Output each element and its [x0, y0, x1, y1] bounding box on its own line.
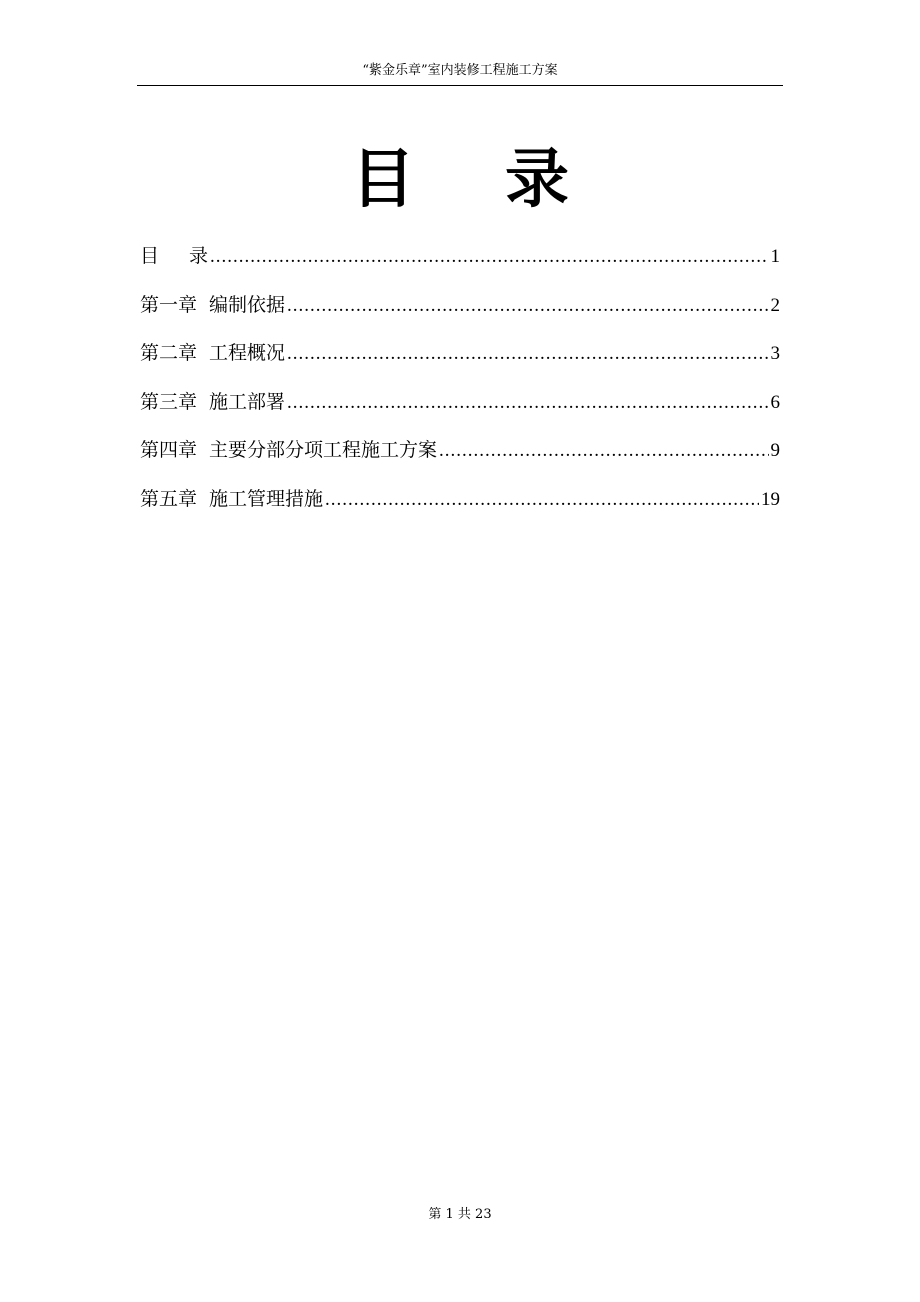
page-footer: 第 1 共 23 [428, 1207, 492, 1222]
toc-entry[interactable] [140, 383, 780, 432]
header-rule [137, 85, 783, 86]
toc-leader-dots [325, 481, 759, 519]
toc-entry[interactable] [140, 286, 780, 335]
toc-page-number: 1 [770, 246, 780, 267]
toc-chapter: 第五章 [140, 487, 198, 510]
toc-page-number: 19 [761, 488, 780, 510]
toc-chapter: 第三章 [140, 390, 198, 413]
toc-entry[interactable] [140, 431, 780, 480]
toc-chapter: 第四章 [140, 439, 198, 461]
toc-leader-dots [210, 238, 768, 276]
page-header: “紫金乐章”室内装修工程施工方案 [362, 63, 558, 78]
toc-chapter: 目 [140, 245, 160, 267]
toc-title-left: 目 [351, 142, 415, 217]
toc-label: 施工部署 [209, 390, 286, 413]
toc-page-number: 3 [770, 343, 780, 364]
toc-chapter: 第二章 [140, 342, 198, 364]
toc-entry[interactable] [140, 334, 780, 383]
toc-page-number: 2 [770, 294, 780, 316]
toc-page-number: 6 [770, 391, 780, 413]
toc-entry[interactable] [140, 480, 780, 529]
toc-label: 施工管理措施 [209, 487, 324, 510]
toc-label: 主要分部分项工程施工方案 [209, 439, 438, 461]
toc-leader-dots [287, 287, 768, 325]
toc-leader-dots [287, 384, 768, 422]
toc-label: 录 [189, 245, 209, 267]
toc-label: 工程概况 [209, 342, 286, 364]
toc-title-right: 录 [505, 142, 569, 217]
toc-leader-dots [287, 335, 768, 373]
toc-page-number: 9 [770, 440, 780, 461]
toc-chapter: 第一章 [140, 293, 198, 316]
toc-label: 编制依据 [209, 293, 286, 316]
table-of-contents [140, 237, 780, 528]
toc-leader-dots [439, 432, 768, 470]
toc-entry[interactable] [140, 237, 780, 286]
toc-title [137, 140, 783, 220]
